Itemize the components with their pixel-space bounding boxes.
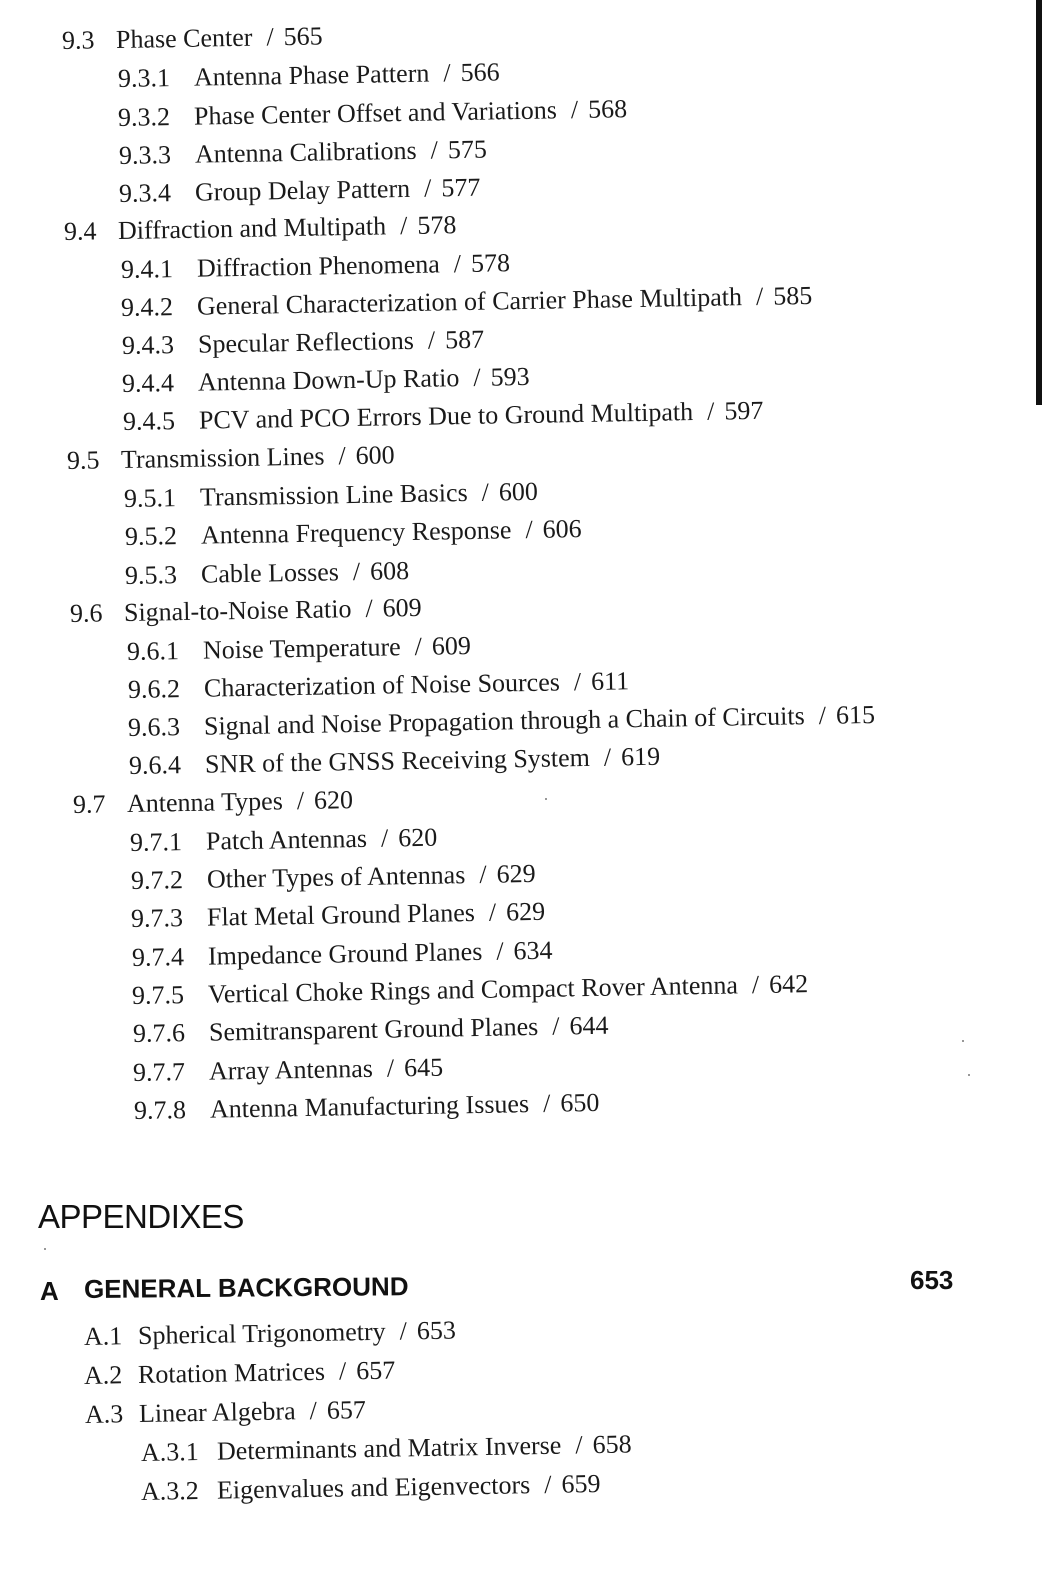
toc-separator: / [573, 667, 582, 697]
toc-entry-number: 9.3.4 [118, 178, 172, 208]
toc-separator: / [338, 441, 346, 471]
toc-entry-9-3-4 [119, 173, 481, 209]
toc-separator: / [365, 593, 373, 623]
toc-entry-9-3-3 [119, 135, 487, 171]
toc-entry-number: 9.5 [66, 445, 100, 475]
toc-entry-9-6-2 [128, 666, 630, 705]
toc-separator: / [751, 970, 760, 1000]
toc-entry-9-4 [64, 210, 457, 247]
toc-entry-page: 593 [490, 361, 530, 392]
toc-separator: / [603, 742, 612, 772]
toc-entry-title: Cable Losses [200, 557, 340, 589]
toc-entry-title: Phase Center Offset and Variations [193, 95, 558, 131]
toc-entry-page: 606 [542, 514, 582, 544]
toc-separator: / [575, 1430, 583, 1460]
toc-separator: / [481, 477, 490, 507]
scan-speck [44, 1248, 46, 1250]
toc-entry-number: 9.4 [63, 216, 97, 246]
toc-entry-number: 9.7.5 [131, 980, 185, 1010]
toc-entry-page: 629 [505, 896, 546, 927]
appendix-page-number: 653 [910, 1265, 954, 1295]
toc-entry-title: Transmission Lines [120, 441, 325, 475]
toc-entry-number: 9.7.4 [131, 942, 185, 972]
toc-entry-title: Antenna Manufacturing Issues [209, 1089, 530, 1124]
toc-separator: / [309, 1395, 318, 1426]
toc-entry-number: 9.7 [72, 789, 106, 819]
toc-entry-title: Antenna Frequency Response [200, 515, 512, 550]
toc-entry-title: Determinants and Matrix Inverse [216, 1430, 562, 1466]
toc-entry-a-3 [85, 1395, 366, 1430]
toc-entry-9-7-6 [133, 1011, 609, 1049]
toc-entry-number: 9.6.4 [128, 750, 182, 780]
toc-entry-9-5-3 [125, 556, 410, 591]
toc-separator: / [414, 631, 423, 661]
toc-separator: / [296, 785, 305, 816]
toc-entry-number: 9.3 [61, 25, 95, 55]
toc-entry-number: 9.6.1 [126, 636, 180, 666]
toc-entry-9-7-1 [130, 823, 438, 858]
toc-entry-page: 619 [620, 741, 661, 772]
toc-separator: / [427, 325, 436, 355]
toc-entry-number: 9.6 [69, 598, 103, 628]
toc-separator: / [551, 1011, 560, 1041]
toc-entry-page: 587 [444, 324, 485, 355]
toc-entry-9-7-2 [131, 859, 536, 896]
toc-entry-page: 650 [560, 1087, 600, 1118]
toc-entry-9-7-8 [134, 1088, 600, 1126]
toc-entry-9-5-1 [124, 477, 538, 514]
toc-entry-page: 629 [496, 858, 536, 889]
toc-entry-title: Antenna Calibrations [194, 135, 417, 169]
toc-entry-number: A.3 [84, 1399, 124, 1429]
toc-separator: / [399, 1316, 408, 1346]
toc-separator: / [453, 249, 462, 279]
toc-entry-title: Antenna Down-Up Ratio [197, 363, 460, 397]
toc-entry-title: PCV and PCO Errors Due to Ground Multipath [198, 397, 694, 435]
toc-entry-page: 609 [382, 592, 422, 623]
toc-entry-9-3 [62, 21, 323, 56]
toc-entry-number: 9.4.1 [120, 254, 174, 284]
toc-entry-number: A.1 [83, 1321, 123, 1351]
toc-entry-title: Diffraction Phenomena [196, 249, 441, 283]
toc-separator: / [525, 514, 533, 545]
toc-entry-number: 9.6.3 [127, 712, 181, 742]
toc-entry-page: 568 [587, 94, 628, 124]
toc-separator: / [755, 281, 764, 311]
toc-entry-9-5 [67, 440, 395, 476]
toc-entry-9-4-1 [121, 248, 511, 285]
toc-entry-page: 600 [498, 476, 539, 507]
appendix-letter: A [40, 1276, 59, 1306]
toc-entry-title: Patch Antennas [205, 823, 368, 856]
toc-entry-9-7-7 [133, 1053, 444, 1088]
toc-entry-number: 9.5.3 [124, 560, 178, 590]
toc-entry-page: 585 [772, 280, 813, 311]
toc-entry-number: 9.3.1 [117, 63, 171, 93]
toc-entry-page: 653 [416, 1315, 457, 1346]
toc-entry-number: 9.4.3 [121, 330, 175, 360]
toc-entry-title: SNR of the GNSS Receiving System [204, 742, 591, 779]
toc-entry-a-1 [84, 1316, 456, 1352]
toc-separator: / [818, 700, 827, 730]
toc-entry-9-6-3 [128, 700, 875, 743]
page-edge-shadow [1036, 0, 1042, 405]
toc-entry-title: Eigenvalues and Eigenvectors [216, 1470, 531, 1505]
toc-entry-number: A.2 [83, 1360, 123, 1390]
toc-entry-page: 615 [835, 699, 876, 730]
toc-separator: / [544, 1469, 552, 1499]
scan-speck [545, 798, 547, 800]
scan-speck [968, 1074, 970, 1076]
toc-separator: / [352, 556, 361, 587]
toc-entry-number: 9.3.3 [118, 140, 172, 170]
toc-entry-9-3-1 [118, 57, 500, 94]
toc-entry-title: Transmission Line Basics [199, 478, 468, 512]
toc-entry-number: 9.4.2 [120, 292, 174, 322]
toc-entry-a-3-2 [141, 1469, 601, 1507]
toc-entry-number: 9.7.3 [130, 903, 184, 933]
toc-entry-title: General Characterization of Carrier Phase Multipath [196, 282, 743, 321]
toc-separator: / [570, 94, 579, 125]
toc-entry-title: Group Delay Pattern [194, 173, 411, 207]
toc-entry-9-6 [70, 593, 422, 629]
toc-entry-title: Semitransparent Ground Planes [208, 1011, 539, 1047]
toc-entry-9-6-4 [129, 742, 661, 781]
toc-entry-number: 9.4.4 [121, 368, 175, 398]
toc-entry-9-4-2 [121, 281, 813, 323]
toc-entry-page: 659 [561, 1468, 601, 1499]
toc-separator: / [430, 135, 439, 165]
toc-entry-page: 575 [447, 134, 488, 165]
toc-entry-page: 620 [313, 785, 354, 815]
toc-entry-number: 9.6.2 [127, 674, 181, 704]
toc-entry-page: 597 [724, 395, 764, 426]
toc-entry-title: Flat Metal Ground Planes [206, 898, 476, 932]
toc-entry-title: Array Antennas [208, 1053, 374, 1086]
toc-separator: / [380, 823, 389, 853]
toc-entry-9-6-1 [127, 631, 471, 667]
toc-entry-9-3-2 [118, 94, 628, 133]
toc-entry-title: Diffraction and Multipath [117, 211, 387, 246]
toc-entry-page: 578 [470, 248, 511, 278]
toc-entry-page: 644 [569, 1010, 609, 1041]
toc-entry-number: A.3.2 [140, 1475, 200, 1506]
toc-entry-page: 611 [590, 666, 630, 696]
toc-separator: / [706, 396, 715, 426]
toc-entry-title: Linear Algebra [138, 1396, 296, 1429]
toc-separator: / [386, 1053, 395, 1083]
toc-entry-page: 645 [403, 1052, 444, 1083]
toc-entry-title: Vertical Choke Rings and Compact Rover Antenna [207, 970, 739, 1009]
toc-entry-title: Other Types of Antennas [206, 860, 466, 894]
toc-separator: / [542, 1088, 551, 1118]
toc-entry-number: 9.4.5 [122, 406, 176, 436]
toc-entry-title: Antenna Types [126, 786, 284, 819]
toc-entry-9-7-3 [131, 897, 546, 934]
toc-entry-page: 566 [460, 57, 500, 88]
toc-entry-9-4-5 [123, 396, 764, 437]
toc-separator: / [488, 897, 497, 927]
toc-entry-title: Antenna Phase Pattern [193, 58, 430, 92]
toc-separator: / [399, 211, 408, 241]
toc-entry-title: Impedance Ground Planes [207, 936, 483, 971]
toc-entry-number: 9.7.1 [129, 827, 183, 857]
toc-entry-page: 658 [592, 1429, 632, 1460]
toc-separator: / [423, 173, 432, 203]
toc-entry-title: Rotation Matrices [137, 1356, 326, 1390]
toc-separator: / [473, 362, 481, 392]
appendixes-heading: APPENDIXES [38, 1198, 244, 1235]
toc-entry-title: Noise Temperature [202, 632, 401, 665]
toc-entry-page: 620 [397, 822, 438, 853]
toc-entry-9-7-5 [132, 969, 809, 1011]
toc-entry-9-7-4 [132, 936, 553, 973]
toc-entry-page: 634 [513, 935, 553, 966]
toc-entry-a-3-1 [141, 1429, 632, 1468]
toc-entry-page: 600 [355, 440, 395, 470]
toc-entry-9-7 [73, 785, 354, 820]
toc-entry-number: 9.7.8 [133, 1095, 187, 1125]
toc-entry-number: 9.5.1 [123, 483, 177, 513]
toc-entry-title: Spherical Trigonometry [137, 1316, 386, 1351]
toc-entry-page: 578 [417, 210, 457, 240]
toc-entry-page: 657 [326, 1395, 367, 1425]
toc-separator: / [496, 936, 504, 966]
toc-entry-page: 642 [768, 969, 809, 999]
toc-entry-number: 9.3.2 [117, 102, 171, 132]
toc-entry-page: 657 [355, 1355, 396, 1386]
toc-entry-number: 9.7.2 [130, 865, 184, 895]
toc-entry-title: Characterization of Noise Sources [203, 667, 561, 703]
toc-entry-9-4-3 [122, 325, 485, 361]
toc-separator: / [479, 859, 487, 889]
toc-entry-number: A.3.1 [140, 1436, 200, 1467]
appendix-title: GENERAL BACKGROUND [83, 1271, 409, 1304]
toc-entry-number: 9.7.6 [132, 1018, 186, 1048]
toc-separator: / [443, 58, 451, 88]
toc-entry-page: 565 [283, 21, 323, 52]
toc-entry-page: 608 [369, 556, 410, 586]
toc-entry-9-5-2 [125, 514, 582, 552]
toc-entry-a-2 [84, 1356, 396, 1391]
toc-entry-title: Signal-to-Noise Ratio [123, 594, 352, 628]
toc-entry-title: Specular Reflections [197, 325, 415, 359]
toc-entry-number: 9.7.7 [132, 1057, 186, 1087]
scan-speck [962, 1040, 964, 1042]
toc-entry-page: 609 [431, 631, 472, 661]
toc-entry-title: Signal and Noise Propagation through a Chain of Circuits [203, 701, 805, 741]
toc-entry-9-4-4 [122, 362, 530, 399]
toc-separator: / [338, 1356, 347, 1386]
toc-entry-number: 9.5.2 [124, 521, 178, 551]
toc-entry-title: Phase Center [115, 22, 253, 55]
toc-entry-page: 577 [441, 172, 481, 203]
toc-separator: / [266, 22, 274, 52]
